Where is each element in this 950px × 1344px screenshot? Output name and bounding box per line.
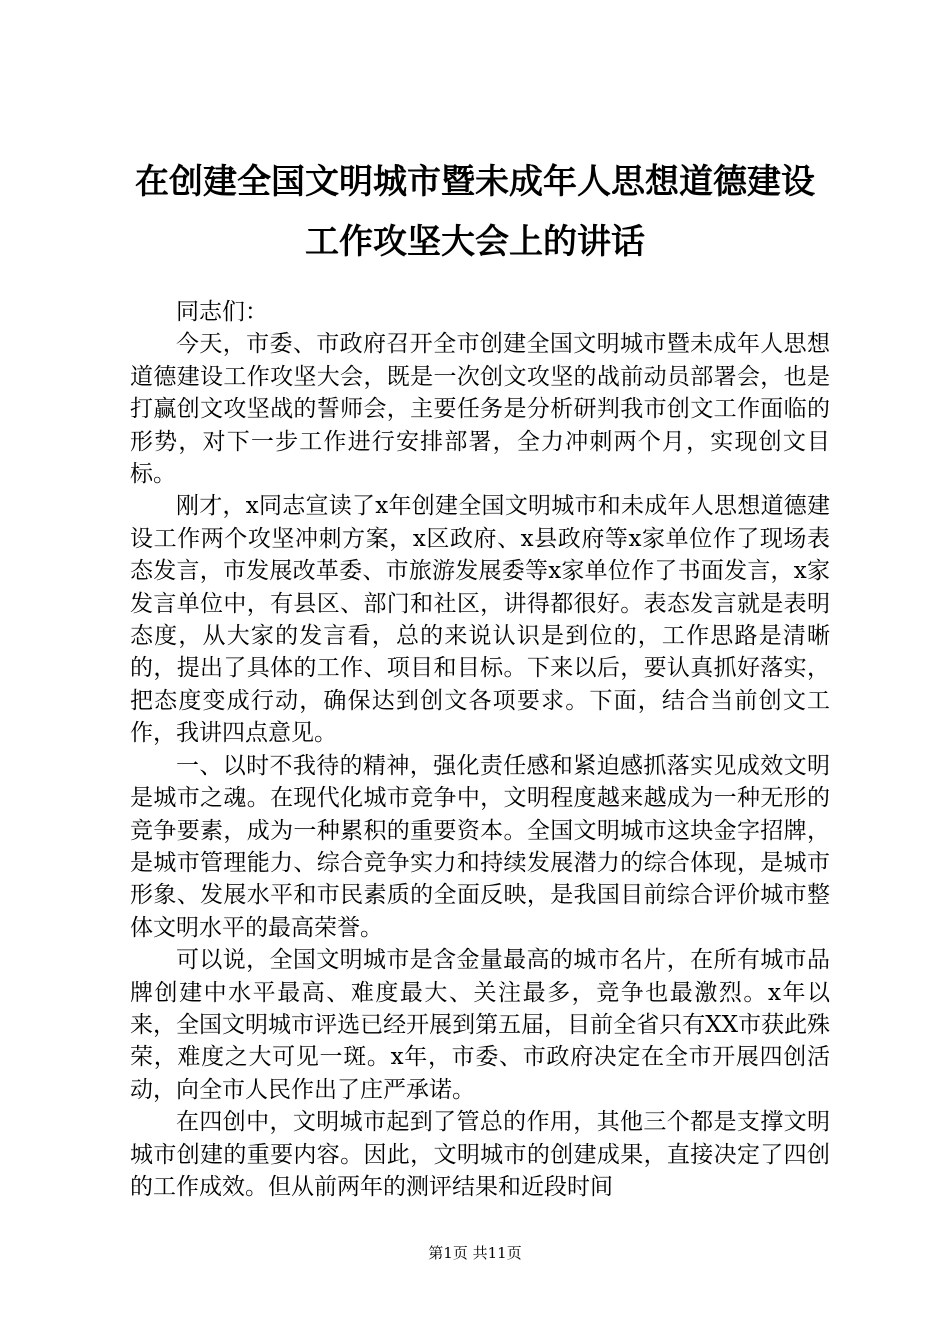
paragraph: 可以说，全国文明城市是含金量最高的城市名片，在所有城市品牌创建中水平最高、难度最大、关注最多，竞争也最激烈。x年以来，全国文明城市评选已经开展到第五届，目前全省只有XX市获此殊荣，难度之大可见一斑。x年，市委、市政府决定在全市开展四创活动，向全市人民作出了庄严承诺。 — [130, 947, 830, 1103]
document-title-line-2: 工作攻坚大会上的讲话 — [305, 222, 645, 262]
document-title-line-1: 在创建全国文明城市暨未成年人思想道德建设 — [135, 162, 815, 202]
paragraph: 在四创中，文明城市起到了管总的作用，其他三个都是支撑文明城市创建的重要内容。因此，文明城市的创建成果，直接决定了四创的工作成效。但从前两年的测评结果和近段时间 — [130, 1109, 830, 1200]
salutation: 同志们： — [176, 299, 268, 325]
paragraph: 刚才，x同志宣读了x年创建全国文明城市和未成年人思想道德建设工作两个攻坚冲刺方案，x区政府、x县政府等x家单位作了现场表态发言，市发展改革委、市旅游发展委等x家单位作了书面发言，x家发言单位中，有县区、部门和社区，讲得都很好。表态发言就是表明态度，从大家的发言看，总的来说认识是到位的，工作思路是清晰的，提出了具体的工作、项目和目标。下来以后，要认真抓好落实，把态度变成行动，确保达到创文各项要求。下面，结合当前创文工作，我讲四点意见。 — [130, 493, 830, 747]
page-number-footer: 第1页 共11页 — [428, 1244, 522, 1262]
paragraph: 一、以时不我待的精神，强化责任感和紧迫感抓落实见成效文明是城市之魂。在现代化城市竞争中，文明程度越来越成为一种无形的竞争要素，成为一种累积的重要资本。全国文明城市这块金字招牌，是城市管理能力、综合竞争实力和持续发展潜力的综合体现，是城市形象、发展水平和市民素质的全面反映，是我国目前综合评价城市整体文明水平的最高荣誉。 — [130, 752, 830, 941]
document-body — [130, 296, 830, 1203]
paragraph: 今天，市委、市政府召开全市创建全国文明城市暨未成年人思想道德建设工作攻坚大会，既是一次创文攻坚的战前动员部署会，也是打赢创文攻坚战的誓师会，主要任务是分析研判我市创文工作面临的形势，对下一步工作进行安排部署，全力冲刺两个月，实现创文目标。 — [130, 331, 830, 488]
